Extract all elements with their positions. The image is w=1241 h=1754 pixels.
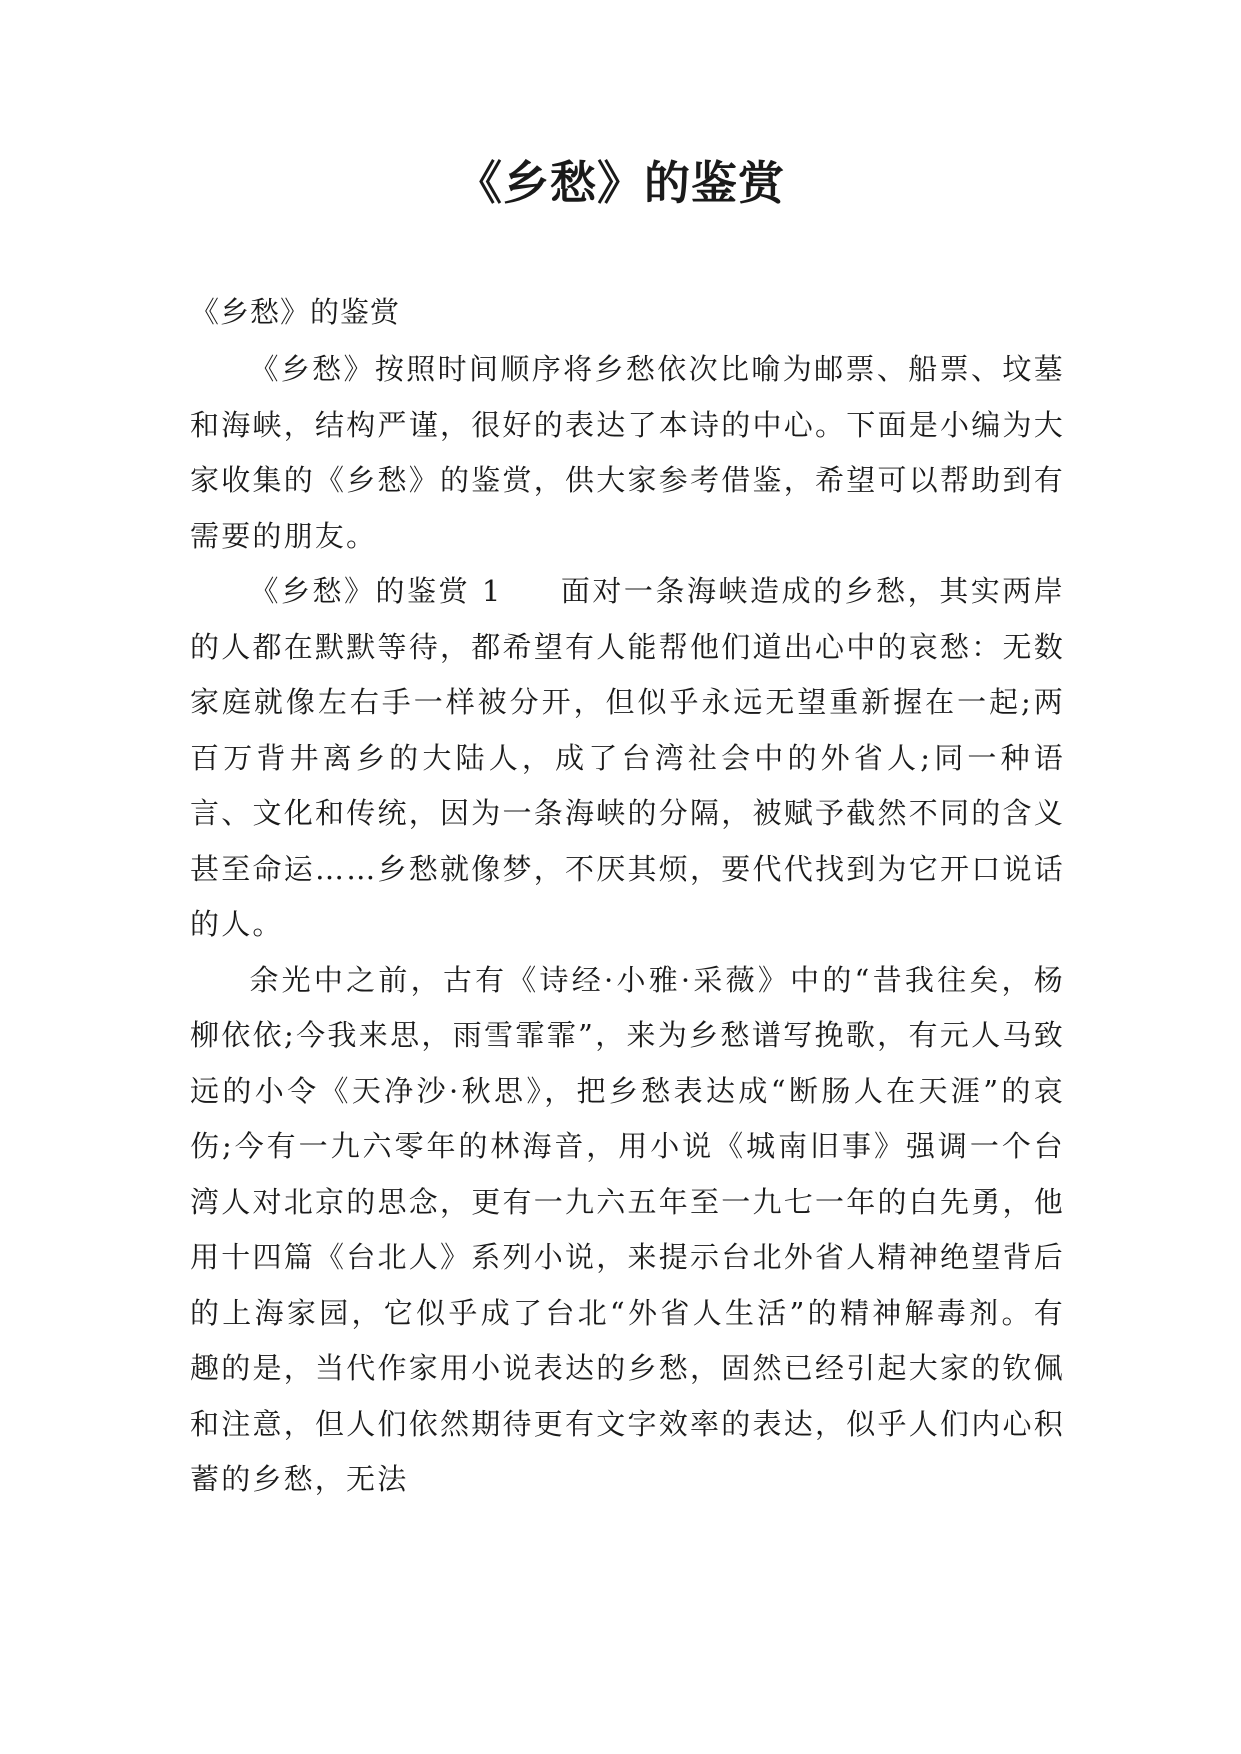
paragraph-intro [190, 342, 1065, 564]
document-subtitle: 《乡愁》的鉴赏 [190, 295, 401, 329]
paragraph-yu-guangzhong [190, 953, 1065, 1508]
document-body [190, 285, 1065, 1508]
document-title: 《乡愁》的鉴赏 [456, 156, 785, 210]
paragraph-text: 面对一条海峡造成的乡愁，其实两岸的人都在默默等待，都希望有人能帮他们道出心中的哀愁：无数家庭就像左右手一样被分开，但似乎永远无望重新握在一起;两百万背井离乡的大陆人，成了台湾社会中的外省人;同一种语言、文化和传统，因为一条海峡的分隔，被赋予截然不同的含义甚至命运……乡愁就像梦，不厌其烦，要代代找到为它开口说话的人。 [190, 574, 1065, 941]
section-heading: 《乡愁》的鉴赏 1 [249, 574, 503, 608]
paragraph-text: 《乡愁》按照时间顺序将乡愁依次比喻为邮票、船票、坟墓和海峡，结构严谨，很好的表达了本诗的中心。下面是小编为大家收集的《乡愁》的鉴赏，供大家参考借鉴，希望可以帮助到有需要的朋友。 [190, 352, 1065, 553]
paragraph-text: 余光中之前，古有《诗经·小雅·采薇》中的“昔我往矣，杨柳依依;今我来思，雨雪霏霏”，来为乡愁谱写挽歌，有元人马致远的小令《天净沙·秋思》，把乡愁表达成“断肠人在天涯”的哀伤;今有一九六零年的林海音，用小说《城南旧事》强调一个台湾人对北京的思念，更有一九六五年至一九七一年的白先勇，他用十四篇《台北人》系列小说，来提示台北外省人精神绝望背后的上海家园，它似乎成了台北“外省人生活”的精神解毒剂。有趣的是，当代作家用小说表达的乡愁，固然已经引起大家的钦佩和注意，但人们依然期待更有文字效率的表达，似乎人们内心积蓄的乡愁，无法 [190, 962, 1065, 1496]
paragraph-appreciation-1 [190, 564, 1065, 953]
